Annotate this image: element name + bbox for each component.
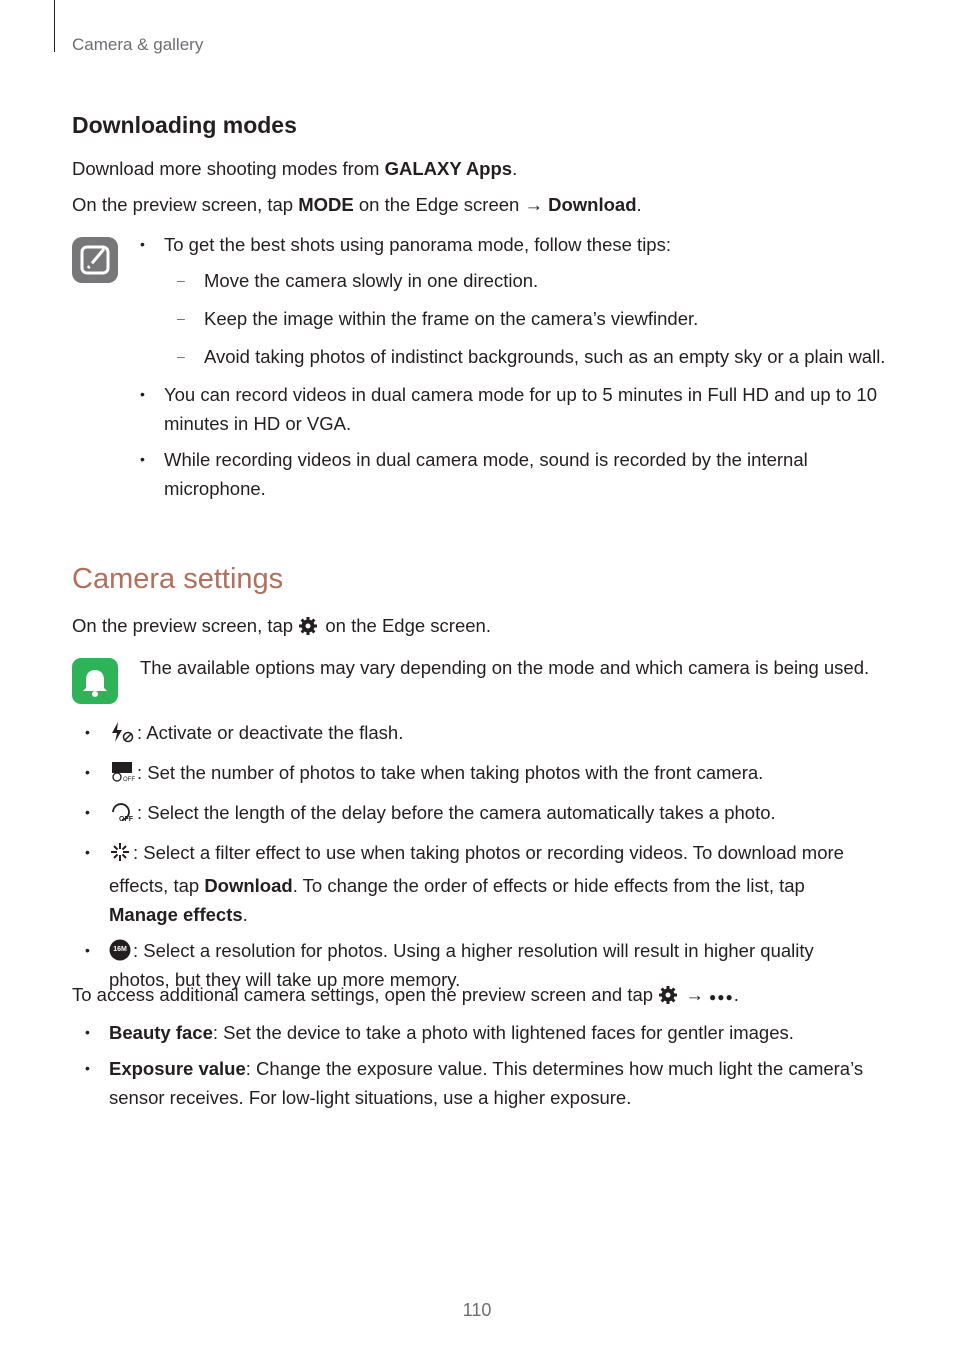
- text: : Select a filter effect to use when taking photos or recording videos. To download more effects, tap: [109, 842, 844, 896]
- tip-item: • You can record videos in dual camera mode for up to 5 minutes in Full HD and up to 10 minutes in HD or VGA.: [140, 380, 900, 438]
- note-tips: [140, 230, 900, 510]
- text: .: [512, 158, 518, 179]
- text: : Select a resolution for photos. Using a higher resolution will result in higher quality photos, but they will take up more memory.: [109, 940, 814, 990]
- svg-text:OFF: • OFF: [119, 816, 133, 823]
- resolution-badge-text: • 16M: [113, 946, 127, 953]
- paragraph-tap-mode: [72, 190, 642, 219]
- paragraph-download-modes: [72, 154, 517, 183]
- text: To access additional camera settings, open the preview screen and tap: [72, 984, 659, 1005]
- list-item-flash: [85, 718, 875, 751]
- text: : Change the exposure value. This determines how much light the camera’s sensor receives. For low-light situations, use a higher exposure.: [109, 1058, 864, 1108]
- beauty-face-label: Beauty face: [109, 1022, 213, 1043]
- svg-text:OFF: • OFF: [123, 777, 135, 783]
- exposure-value-label: Exposure value: [109, 1058, 246, 1079]
- subtip-item: – Move the camera slowly in one direction.: [140, 266, 900, 295]
- note-icon: [72, 237, 118, 283]
- text: .: [636, 194, 642, 215]
- bell-icon: [72, 658, 118, 704]
- section-title-camera-settings: Camera settings: [72, 563, 284, 595]
- page-number: 110: [462, 1300, 492, 1320]
- settings-list: [85, 718, 875, 1001]
- text: : Set the number of photos to take when taking photos with the front camera.: [137, 762, 764, 783]
- download-label: Download: [204, 875, 293, 896]
- text: Download more shooting modes from: [72, 158, 385, 179]
- margin-rule: [54, 0, 55, 52]
- text: on the Edge screen →: [353, 194, 549, 215]
- filter-icon: [109, 841, 131, 871]
- text: .: [242, 904, 248, 925]
- running-header: Camera & gallery: [72, 35, 204, 54]
- more-options-icon: ●●●: [708, 990, 734, 1004]
- tip-item: • While recording videos in dual camera mode, sound is recorded by the internal microphone.: [140, 445, 900, 503]
- text: : Activate or deactivate the flash.: [137, 722, 404, 743]
- list-item-exposure-value: [85, 1054, 875, 1112]
- paragraph-settings-intro: [72, 611, 491, 644]
- gear-icon: [658, 984, 678, 1013]
- list-item-filter: [85, 838, 875, 929]
- download-label: Download: [548, 194, 637, 215]
- manage-effects-label: Manage effects: [109, 904, 243, 925]
- list-item-burst: [85, 758, 875, 791]
- timer-icon: [109, 801, 135, 831]
- additional-settings-list: [85, 1018, 875, 1119]
- text: on the Edge screen.: [320, 615, 491, 636]
- text: . To change the order of effects or hide effects from the list, tap: [292, 875, 805, 896]
- text: : Select the length of the delay before the camera automatically takes a photo.: [137, 802, 776, 823]
- caution-text: The available options may vary depending on the mode and which camera is being used.: [140, 657, 870, 678]
- text: : Set the device to take a photo with lightened faces for gentler images.: [212, 1022, 794, 1043]
- mode-label: MODE: [298, 194, 354, 215]
- subtip-item: – Keep the image within the frame on the camera’s viewfinder.: [140, 304, 900, 333]
- list-item-timer: [85, 798, 875, 831]
- flash-icon: [109, 721, 135, 751]
- text: On the preview screen, tap: [72, 615, 299, 636]
- tip-item: • To get the best shots using panorama mode, follow these tips:: [140, 230, 900, 259]
- text: On the preview screen, tap: [72, 194, 299, 215]
- burst-timer-icon: [109, 761, 135, 791]
- paragraph-additional-settings: [72, 980, 739, 1013]
- section-title-downloading-modes: Downloading modes: [72, 112, 297, 138]
- galaxy-apps-label: GALAXY Apps: [384, 158, 513, 179]
- subtip-item: – Avoid taking photos of indistinct backgrounds, such as an empty sky or a plain wall.: [140, 342, 900, 371]
- gear-icon: [298, 615, 318, 644]
- text: →: [680, 984, 709, 1005]
- text: .: [733, 984, 739, 1005]
- resolution-icon: [109, 939, 131, 961]
- list-item-beauty-face: [85, 1018, 875, 1047]
